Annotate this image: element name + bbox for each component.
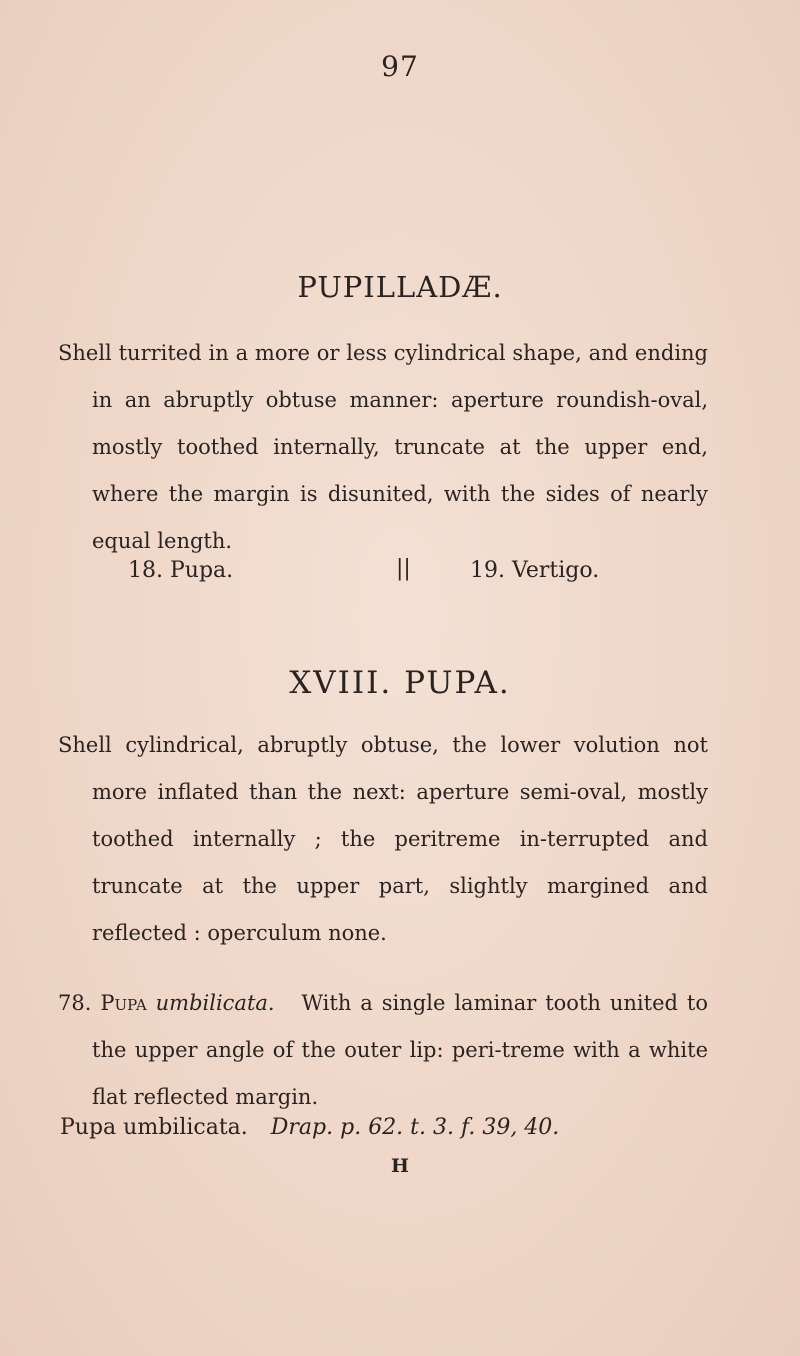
column-separator: || — [396, 556, 411, 581]
species-description: With a single laminar tooth united to the upper angle of the outer lip: peri-treme with a white flat reflected margin. — [92, 991, 708, 1109]
synonym-reference: Drap. p. 62. t. 3. f. 39, 40. — [270, 1115, 560, 1140]
genus-entry-pupa: 18. Pupa. — [128, 558, 234, 583]
species-epithet: umbilicata. — [155, 991, 275, 1015]
family-description: Shell turrited in a more or less cylindrical shape, and ending in an abruptly obtuse manner: aperture roundish-oval, mostly toothed internally, truncate at the upper end, where the margin is disunited, with the sides of nearly equal length. — [58, 341, 708, 553]
genus-description: Shell cylindrical, abruptly obtuse, the lower volution not more inflated than the next: aperture semi-oval, mostly toothed internally ; the peritreme in-terrupted and truncate at the upper part, slightly margined and reflected : operculum none. — [58, 733, 708, 945]
page-number: 97 — [381, 50, 419, 83]
genus-heading: XVIII. PUPA. — [289, 665, 511, 701]
species-genus: Pupa — [100, 991, 147, 1015]
species-entry — [58, 980, 708, 1121]
synonym-line — [60, 1115, 760, 1140]
species-number: 78. — [58, 991, 92, 1015]
genus-entry-vertigo: 19. Vertigo. — [470, 558, 600, 583]
signature-mark: H — [391, 1155, 409, 1177]
family-heading: PUPILLADÆ. — [297, 270, 503, 304]
synonym-name: Pupa umbilicata. — [60, 1115, 248, 1140]
